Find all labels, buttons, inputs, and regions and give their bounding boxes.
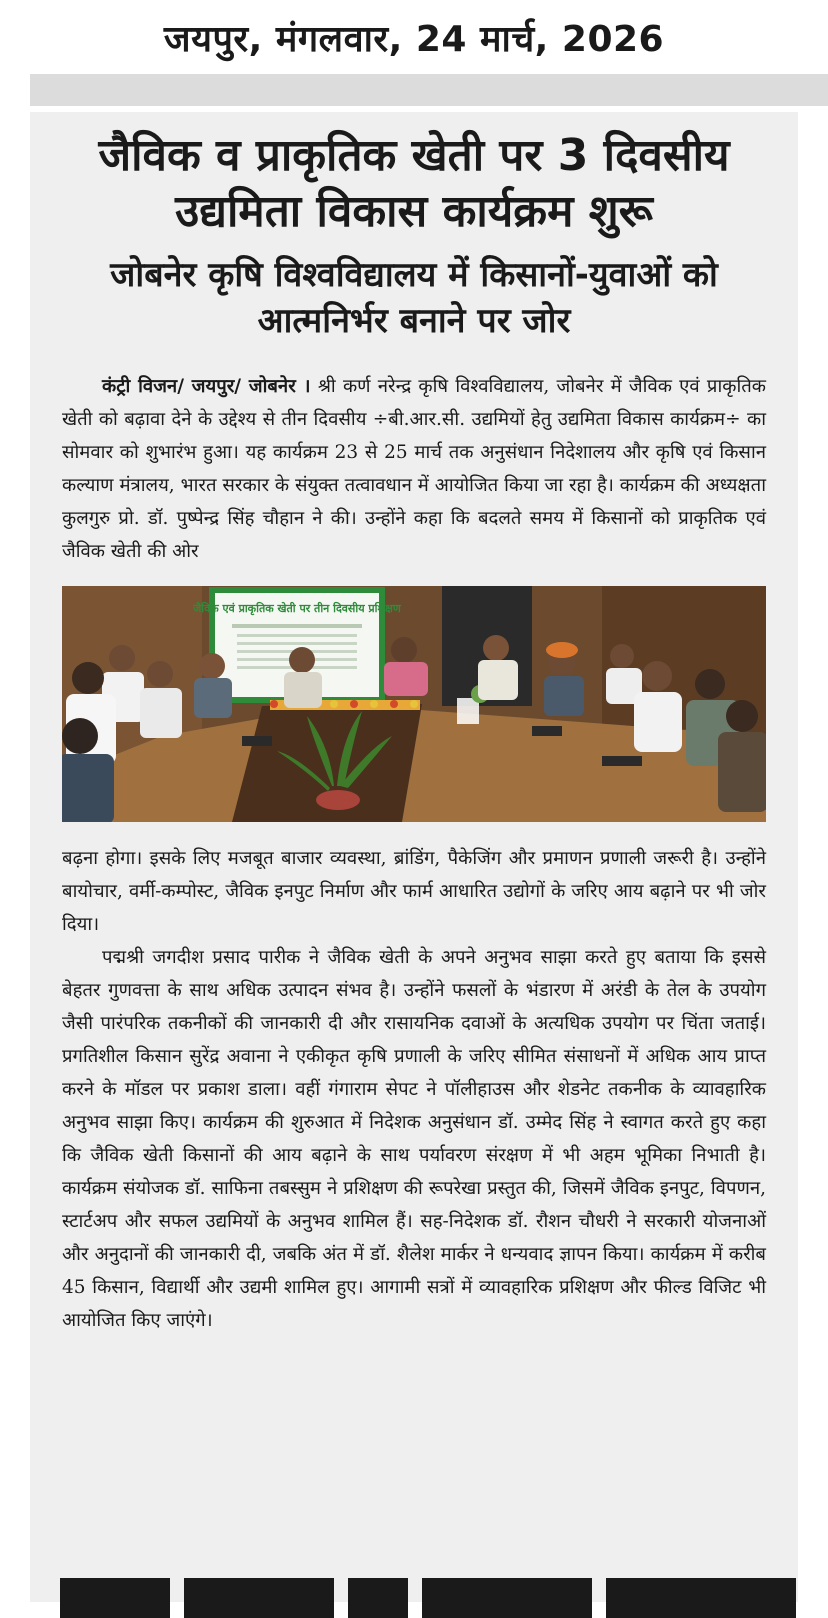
article-byline: कंट्री विजन/ जयपुर/ जोबनेर । (102, 376, 311, 397)
news-article (30, 112, 798, 1602)
paragraph-1-text: श्री कर्ण नरेन्द्र कृषि विश्वविद्यालय, जोबनेर में जैविक एवं प्राकृतिक खेती को बढ़ावा देने के उद्देश्य से तीन दिवसीय ÷बी.आर.सी. उद्यमियों हेतु उद्यमिता विकास कार्यक्रम÷ का सोमवार को शुभारंभ हुआ। यह कार्यक्रम 23 से 25 मार्च तक अनुसंधान निदेशालय और कृषि एवं किसान कल्याण मंत्रालय, भारत सरकार के संयुक्त तत्वावधान में आयोजित किया जा रहा है। कार्यक्रम की अध्यक्षता कुलगुरु प्रो. डॉ. पुष्पेन्द्र सिंह चौहान ने की। उन्होंने कहा कि बदलते समय में किसानों को प्राकृतिक एवं जैविक खेती की ओर (62, 376, 767, 562)
article-paragraph-1 (62, 370, 766, 568)
article-paragraph-3: पद्मश्री जगदीश प्रसाद पारीक ने जैविक खेती के अपने अनुभव साझा करते हुए बताया कि इससे बेहतर गुणवत्ता के साथ अधिक उत्पादन संभव है। उन्होंने फसलों के भंडारण में अरंडी के तेल के उपयोग जैसी पारंपरिक तकनीकों की जानकारी दी और रासायनिक दवाओं के अत्यधिक उपयोग पर चिंता जताई। प्रगतिशील किसान सुरेंद्र अवाना ने एकीकृत कृषि प्रणाली के जरिए सीमित संसाधनों में अधिक आय प्राप्त करने के मॉडल पर प्रकाश डाला। वहीं गंगाराम सेपट ने पॉलीहाउस और शेडनेट तकनीक के व्यावहारिक अनुभव साझा किए। कार्यक्रम की शुरुआत में निदेशक अनुसंधान डॉ. उम्मेद सिंह ने स्वागत करते हुए कहा कि जैविक खेती किसानों की आय बढ़ाने के साथ पर्यावरण संरक्षण में भी अहम भूमिका निभाती है। कार्यक्रम संयोजक डॉ. साफिना तबस्सुम ने प्रशिक्षण की रूपरेखा प्रस्तुत की, जिसमें जैविक इनपुट, विपणन, स्टार्टअप और सफल उद्यमियों के अनुभव शामिल हैं। सह-निदेशक डॉ. रौशन चौधरी ने सरकारी योजनाओं और अनुदानों की जानकारी दी, जबकि अंत में डॉ. शैलेश मार्कर ने धन्यवाद ज्ञापन किया। कार्यक्रम में करीब 45 किसान, विद्यार्थी और उद्यमी शामिल हुए। आगामी सत्रों में व्यावहारिक प्रशिक्षण और फील्ड विजिट भी आयोजित किए जाएंगे। (62, 947, 766, 1331)
article-paragraph-2: बढ़ना होगा। इसके लिए मजबूत बाजार व्यवस्था, ब्रांडिंग, पैकेजिंग और प्रमाणन प्रणाली जरूरी है। उन्होंने बायोचार, वर्मी-कम्पोस्ट, जैविक इनपुट निर्माण और फार्म आधारित उद्योगों के जरिए आय बढ़ाने पर भी जोर दिया। (62, 848, 766, 935)
article-subheadline: जोबनेर कृषि विश्वविद्यालय में किसानों-युवाओं को आत्मनिर्भर बनाने पर जोर (110, 255, 718, 341)
meeting-photo-illustration (62, 586, 766, 822)
dateline: जयपुर, मंगलवार, 24 मार्च, 2026 (163, 19, 665, 60)
event-photo (62, 586, 766, 822)
header-divider-bar (30, 74, 828, 106)
article-headline: जैविक व प्राकृतिक खेती पर 3 दिवसीय उद्यमिता विकास कार्यक्रम शुरू (98, 130, 730, 237)
next-article-headline-cropped (60, 1578, 800, 1618)
photo-banner-text: जैविक एवं प्राकृतिक खेती पर तीन दिवसीय प्रशिक्षण (193, 602, 401, 615)
